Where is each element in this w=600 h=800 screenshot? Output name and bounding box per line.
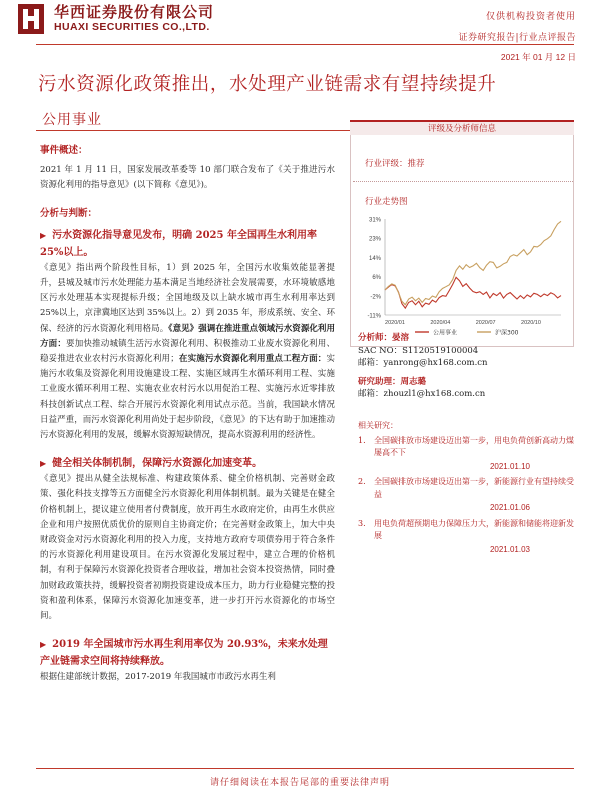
chart-title: 行业走势图 xyxy=(365,197,408,207)
analyst-2-name: 周志璐 xyxy=(400,376,427,387)
report-title: 污水资源化政策推出，水处理产业链需求有望持续提升 xyxy=(38,74,497,95)
y-tick-label: 23% xyxy=(368,236,381,243)
analyst-2-email[interactable]: 邮箱：zhouzl1@hx168.com.cn xyxy=(358,389,486,399)
point-1-text-a: 《意见》指出两个阶段性目标，1）到 2025 年，全国污水收集效能显著提升，县城及城市污水处理能力基本满足当地经济社会发展需要，水环境敏感地区污水处理基本实现提标升级；全国地级及以上缺水城市再生水利用率达到 25%以上，京津冀地区达到 35%以上。2）到 2035 年，形成系统、安全、环保、经济的污水资源化利用格局。 xyxy=(40,262,335,334)
series-line-公用事业 xyxy=(385,277,561,308)
related-text[interactable]: 全国碳排放市场建设迈出第一步，用电负荷创新高动力煤屡高不下 xyxy=(374,435,574,457)
y-tick-label: 31% xyxy=(368,217,381,224)
triangle-bullet-icon: ▶ xyxy=(40,229,47,240)
related-text[interactable]: 全国碳排放市场建设迈出第一步，新能源行业有望持续受益 xyxy=(374,477,574,499)
triangle-bullet-icon: ▶ xyxy=(40,639,47,650)
analyst-1-email[interactable]: 邮箱：yanrong@hx168.com.cn xyxy=(358,358,488,368)
report-type: 证券研究报告|行业点评报告 xyxy=(458,33,576,43)
related-title: 相关研究： xyxy=(358,421,398,430)
related-text[interactable]: 用电负荷超预期电力保障压力大，新能源和储能将迎新发展 xyxy=(374,518,574,540)
point-3-title-text: 2019 年全国城市污水再生利用率仅为 20.93%，未来水处理产业链需求空间将持续释放。 xyxy=(40,639,328,668)
related-item[interactable] xyxy=(350,476,574,515)
y-tick-label: -2% xyxy=(370,294,381,301)
point-2-title-text: 健全相关体制机制，保障污水资源化加速变革。 xyxy=(52,458,263,470)
point-2-title xyxy=(40,455,335,472)
triangle-bullet-icon: ▶ xyxy=(40,458,47,469)
x-tick-label: 2020/07 xyxy=(475,320,496,326)
company-name-cn: 华西证券股份有限公司 xyxy=(54,3,215,21)
report-date: 2021 年 01 月 12 日 xyxy=(500,52,576,62)
analyst-1 xyxy=(350,332,574,345)
trend-chart xyxy=(355,211,571,341)
industry-rating: 行业评级：推荐 xyxy=(365,159,425,169)
y-tick-label: 6% xyxy=(372,275,381,282)
related-item[interactable] xyxy=(350,518,574,557)
analyst-1-label: 分析师： xyxy=(358,333,393,343)
related-research xyxy=(350,420,574,559)
event-text: 2021 年 1 月 11 日，国家发展改革委等 10 部门联合发布了《关于推进污水资源化利用的指导意见》(以下简称《意见》)。 xyxy=(40,165,335,191)
related-num: 1. xyxy=(358,435,366,445)
footer-disclaimer: 请仔细阅读在本报告尾部的重要法律声明 xyxy=(209,778,390,788)
point-1-body xyxy=(40,261,335,443)
x-tick-label: 2020/01 xyxy=(385,320,405,326)
rating-box xyxy=(350,135,574,347)
event-heading: 事件概述： xyxy=(40,145,88,156)
y-tick-label: -11% xyxy=(367,313,381,320)
point-1-title xyxy=(40,227,335,261)
analyst-1-sac: SAC NO：S1120519100004 xyxy=(358,345,479,356)
point-1-title-text: 污水资源化指导意见发布，明确 2025 年全国再生水利用率 25%以上。 xyxy=(40,229,317,258)
x-tick-label: 2020/10 xyxy=(521,320,541,326)
y-tick-label: 14% xyxy=(368,255,381,262)
related-date: 2021.01.10 xyxy=(489,461,530,471)
sidebar xyxy=(350,120,574,554)
company-name-en: HUAXI SECURITIES CO.,LTD. xyxy=(54,21,210,33)
point-1-bold-a: 《意见》强调在推进重点领域污水资源化利用方面： xyxy=(40,323,335,349)
related-num: 2. xyxy=(358,477,366,486)
rating-box-title: 评级及分析师信息 xyxy=(350,120,574,135)
point-3-title xyxy=(40,636,335,670)
huaxi-logo-icon xyxy=(16,2,46,36)
analyst-1-name: 晏溶 xyxy=(392,333,410,343)
related-item[interactable] xyxy=(350,435,574,474)
legend-label: 沪深300 xyxy=(495,329,519,337)
audience-note: 仅供机构投资者使用 xyxy=(485,12,576,22)
related-num: 3. xyxy=(358,518,366,528)
analyst-2-label: 研究助理： xyxy=(358,376,401,387)
point-1-text-c: 实施污水收集及资源化利用设施建设工程、实施区域再生水循环利用工程、实施工业废水循环利用工程、实施农业农村污水以用促治工程、实施污水近零排放科技创新试点工程、综合开展污水资源化利用试点示范。当前，我国缺水情况日益严重，而污水资源化利用尚处于起步阶段，《意见》的下达有助于加速推动污水资源化利用的发展，缓解水资源短缺情况，提高水资源利用的经济性。 xyxy=(40,354,335,441)
related-date: 2021.01.06 xyxy=(489,503,530,512)
point-1-text-b: 要加快推动城镇生活污水资源化利用、积极推动工业废水资源化利用、稳妥推进农业农村污水资源化利用； xyxy=(40,338,335,365)
point-2-body: 《意见》提出从健全法规标准、构建政策体系、健全价格机制、完善财金政策、强化科技支撑等五方面健全污水资源化利用体制机制。最为关键是在健全价格机制上，提议建立使用者付费制度，放开再生水政府定价，由再生水供应企业和用户按照优质优价的原则自主协商定价；在完善财金政策上，加大中央财政资金对污水资源化利用的投入力度，支持地方政府专项债券用于符合条件的污水资源化利用建设项目。在污水资源化发展过程中，建立合理的价格机制，有利于保障污水资源化投资者合理收益，增加社会资本投资热情，同时叠加财政政策扶持，缓解投资者初期投资建设成本压力，助力行业稳健完整的投资和盈利体系，保障污水资源化加速变革，进一步打开污水资源化的市场空间。 xyxy=(40,474,335,622)
report-header xyxy=(0,0,600,44)
analyst-info xyxy=(350,332,574,401)
analysis-heading: 分析与判断： xyxy=(40,207,98,219)
divider xyxy=(353,181,573,182)
main-column xyxy=(40,143,335,685)
related-date: 2021.01.03 xyxy=(489,544,530,554)
analyst-2 xyxy=(350,376,574,389)
header-divider xyxy=(36,44,574,45)
footer-divider xyxy=(36,768,574,769)
point-3-body: 根据住建部统计数据，2017-2019 年我国城市市政污水再生利 xyxy=(40,672,276,683)
x-tick-label: 2020/04 xyxy=(430,320,451,326)
series-line-沪深300 xyxy=(385,221,561,304)
point-1-bold-b: 在实施污水资源化利用重点工程方面： xyxy=(178,354,327,365)
legend-label: 公用事业 xyxy=(433,329,458,337)
industry-label: 公用事业 xyxy=(42,112,102,128)
